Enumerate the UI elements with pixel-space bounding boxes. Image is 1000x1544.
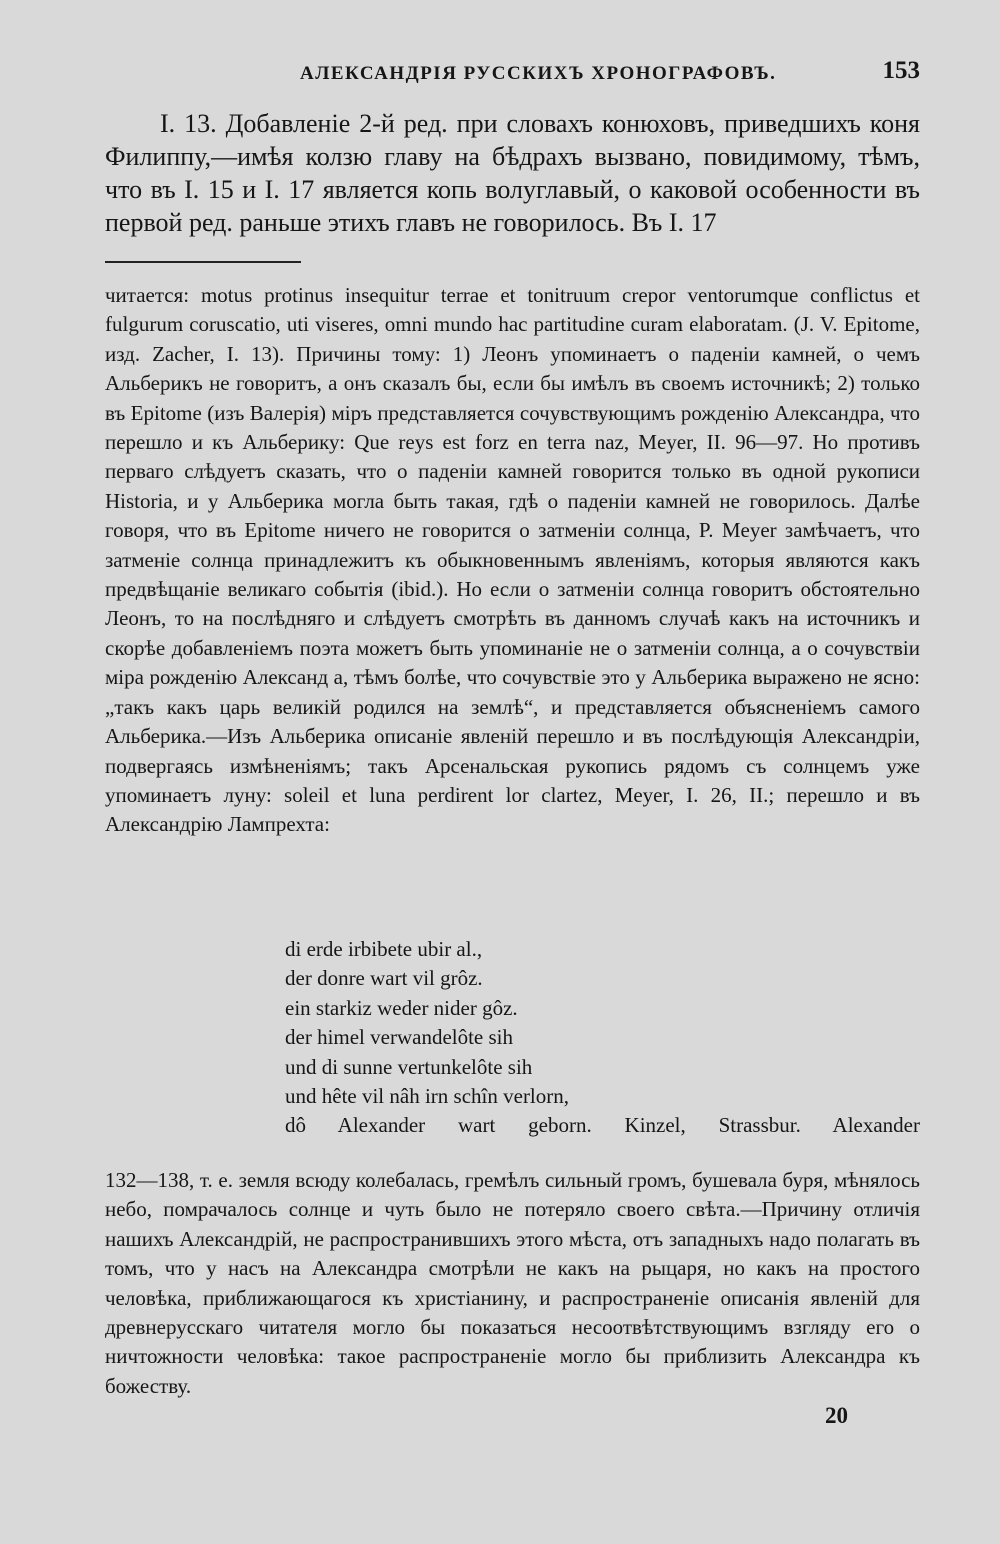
page-header: [105, 57, 920, 91]
verse-quotation: [285, 935, 920, 1141]
footnote-paragraph-1: читается: motus protinus insequitur terrae et tonitruum crepor ventorumque conflictus et fulgurum coruscatio, uti viseres, omni mundo hac partitudine curam elaboratam. (J. V. Epitome, изд. Zacher, I. 13). Причины тому: 1) Леонъ упоминаетъ о паденіи камней, о чемъ Альберикъ не говоритъ, а онъ сказалъ бы, если бы имѣлъ въ своемъ источникѣ; 2) только въ Epitome (изъ Валерія) міръ представляется сочувствующимъ рожденію Александра, что перешло и къ Альберику: Que reys est forz en terra naz, Meyer, II. 96—97. Но противъ перваго слѣдуетъ сказать, что о паденіи камней говорится только въ одной рукописи Historia, и у Альберика могла быть такая, гдѣ о паденіи камней не говорилось. Далѣе говоря, что въ Epitome ничего не говорится о затменіи солнца, P. Meyer замѣчаетъ, что затменіе солнца принадлежитъ къ обыкновеннымъ явленіямъ, которыя являются какъ предвѣщаніе великаго событія (ibid.). Но если о затменіи солнца говоритъ обстоятельно Леонъ, то на послѣдняго и слѣдуетъ смотрѣть въ данномъ случаѣ какъ на источникъ и скорѣе добавленіемъ поэта можетъ быть упоминаніе не о затменіи солнца, а о сочувствіи міра рожденію Александ а, тѣмъ болѣе, что сочувствіе это у Альберика выражено не ясно: „такъ какъ царь великій родился на землѣ“, и представляется объясненіемъ самого Альберика.—Изъ Альберика описаніе явленій перешло и въ послѣдующія Александріи, подвергаясь измѣненіямъ; такъ Арсенальская рукопись рядомъ съ солнцемъ уже упоминаетъ луну: soleil et luna perdirent lor clartez, Meyer, I. 26, II.; перешло и въ Александрію Лампрехта:: [105, 283, 920, 837]
verse-line: und hête vil nâh irn schîn verlorn,: [285, 1084, 570, 1109]
signature-mark: 20: [825, 1403, 848, 1428]
footnote-paragraph-2: 132—138, т. е. земля всюду колебалась, гремѣлъ сильный громъ, бушевала буря, мѣнялось небо, помрачалось солнце и чуть было не потеряло своего свѣта.—Причину отличія нашихъ Александрій, не распространившихъ этого мѣста, отъ западныхъ надо полагать въ томъ, что у насъ на Александра смотрѣли не какъ на рыцаря, но какъ на простого человѣка, приближающагося къ христіанину, и распространеніе описанія явленій для древнерусскаго читателя могло бы показаться несоотвѣтствующимъ взгляду его о ничтожности человѣка: такое распространеніе могло бы приблизить Александра къ божеству.: [105, 1168, 920, 1398]
verse-line: ein starkiz weder nider gôz.: [285, 995, 518, 1020]
page-number: 153: [882, 57, 920, 84]
footnote-separator: [105, 261, 301, 263]
verse-line: di erde irbibete ubir al.,: [285, 937, 483, 961]
verse-line: der himel verwandelôte sih: [285, 1025, 514, 1050]
verse-line: der donre wart vil grôz.: [285, 966, 483, 991]
running-title: АЛЕКСАНДРІЯ РУССКИХЪ ХРОНОГРАФОВЪ.: [300, 63, 777, 84]
verse-line: und di sunne vertunkelôte sih: [285, 1054, 533, 1079]
main-paragraph: I. 13. Добавленіе 2-й ред. при словахъ конюховъ, приведшихъ коня Филиппу,—имѣя колзю главу на бѣдрахъ вызвано, повидимому, тѣмъ, что въ I. 15 и I. 17 является копь волуглавый, о каковой особенности въ первой ред. раньше этихъ главъ не говорилось. Въ I. 17: [105, 109, 920, 237]
verse-line: dô Alexander wart geborn. Kinzel, Strassbur. Alexander: [285, 1113, 920, 1138]
